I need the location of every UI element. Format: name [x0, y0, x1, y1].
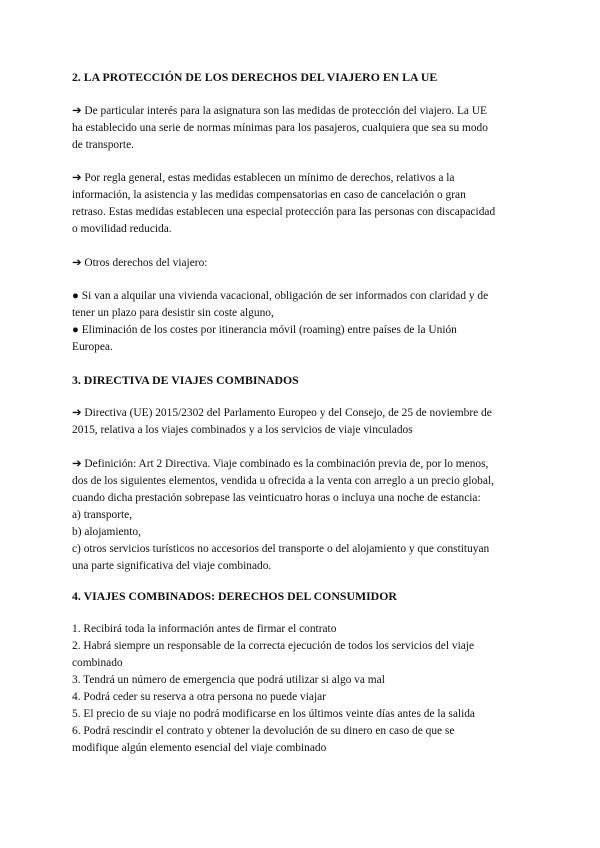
- text-line: 2015, relativa a los viajes combinados y a los servicios de viaje vinculados: [72, 424, 413, 436]
- section-heading: 4. VIAJES COMBINADOS: DERECHOS DEL CONSUMIDOR: [72, 589, 397, 603]
- text-line: ➔ Definición: Art 2 Directiva. Viaje combinado es la combinación previa de, por lo menos,: [72, 458, 489, 470]
- text-line: tener un plazo para desistir sin coste alguno,: [72, 307, 274, 319]
- text-line: retraso. Estas medidas establecen una especial protección para las personas con discapacidad: [72, 206, 496, 218]
- text-line: ➔ Por regla general, estas medidas establecen un mínimo de derechos, relativos a la: [72, 172, 455, 184]
- list-item: 4. Podrá ceder su reserva a otra persona no puede viajar: [72, 691, 326, 703]
- list-item: b) alojamiento,: [72, 526, 141, 538]
- section-heading: 3. DIRECTIVA DE VIAJES COMBINADOS: [72, 373, 299, 387]
- text-line: modifique algún elemento esencial del viaje combinado: [72, 742, 327, 754]
- bullet-line: ● Si van a alquilar una vivienda vacacional, obligación de ser informados con claridad y de: [72, 290, 489, 302]
- list-item: a) transporte,: [72, 509, 133, 521]
- text-line: ➔ Otros derechos del viajero:: [72, 257, 208, 269]
- text-line: ➔ Directiva (UE) 2015/2302 del Parlamento Europeo y del Consejo, de 25 de noviembre de: [72, 407, 492, 419]
- list-item: 6. Podrá rescindir el contrato y obtener la devolución de su dinero en caso de que se: [72, 725, 455, 737]
- list-item: 1. Recibirá toda la información antes de firmar el contrato: [72, 623, 337, 635]
- text-line: de transporte.: [72, 139, 134, 151]
- text-line: ➔ De particular interés para la asignatura son las medidas de protección del viajero. La UE: [72, 105, 488, 117]
- bullet-line: ● Eliminación de los costes por itinerancia móvil (roaming) entre países de la Unión: [72, 324, 457, 336]
- list-item: 3. Tendrá un número de emergencia que podrá utilizar si algo va mal: [72, 674, 385, 686]
- list-item: 2. Habrá siempre un responsable de la correcta ejecución de todos los servicios del viaje: [72, 640, 475, 652]
- text-line: cuando dicha prestación sobrepase las veinticuatro horas o incluya una noche de estancia:: [72, 492, 481, 504]
- text-line: dos de los siguientes elementos, vendida u ofrecida a la venta con arreglo a un precio global,: [72, 475, 494, 487]
- text-line: información, la asistencia y las medidas compensatorias en caso de cancelación o gran: [72, 189, 466, 201]
- section-heading: 2. LA PROTECCIÓN DE LOS DERECHOS DEL VIAJERO EN LA UE: [72, 70, 438, 84]
- text-line: una parte significativa del viaje combinado.: [72, 560, 272, 572]
- text-line: Europea.: [72, 341, 113, 353]
- text-line: combinado: [72, 657, 123, 669]
- text-line: o movilidad reducida.: [72, 223, 172, 235]
- text-line: ha establecido una serie de normas mínimas para los pasajeros, cualquiera que sea su modo: [72, 122, 488, 134]
- list-item: 5. El precio de su viaje no podrá modificarse en los últimos veinte días antes de la salida: [72, 708, 475, 720]
- list-item: c) otros servicios turísticos no accesorios del transporte o del alojamiento y que constituyan: [72, 543, 490, 555]
